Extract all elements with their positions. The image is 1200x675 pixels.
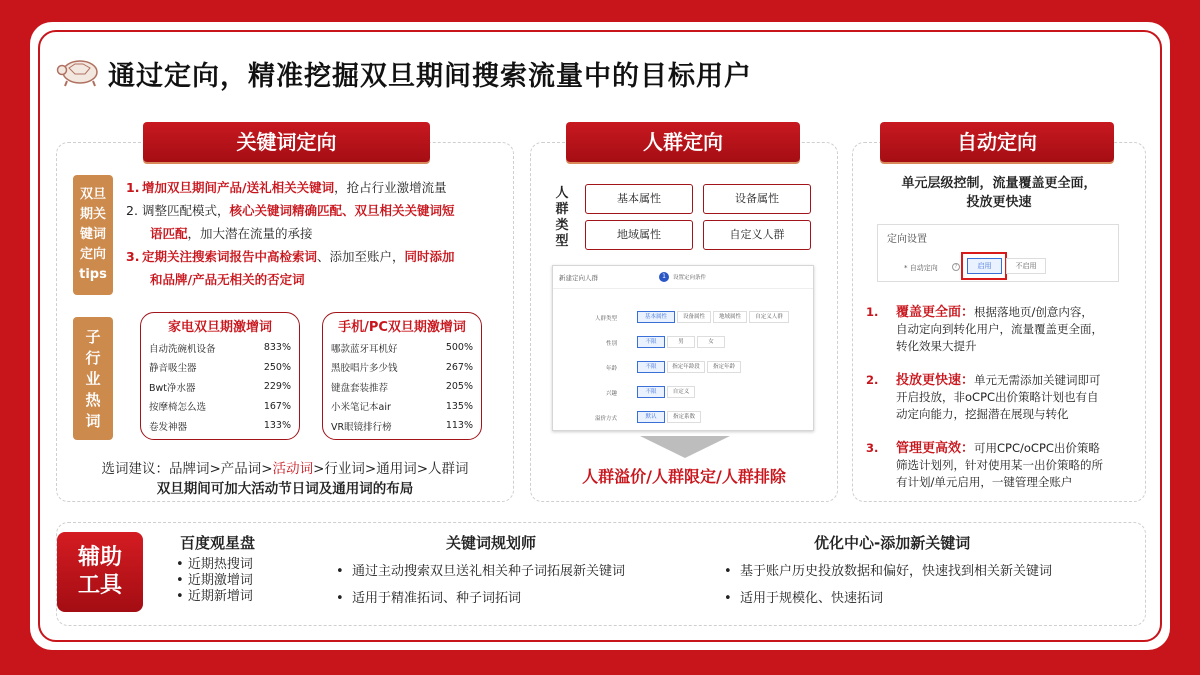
tips-label: 双旦 期关 键词 定向 tips — [73, 175, 113, 295]
table-row: 哪款蓝牙耳机好 500% — [331, 342, 473, 355]
option-chip[interactable]: 不限 — [637, 386, 665, 398]
option-chip[interactable]: 指定年龄 — [707, 361, 741, 373]
help-icon: ? — [952, 263, 960, 271]
table-row: 小米笔记本air 135% — [331, 400, 473, 414]
mockup-title: 新建定向人群 — [559, 274, 598, 282]
table-row: 卷发神器 133% — [149, 420, 291, 433]
option-chip[interactable]: 指定年龄段 — [667, 361, 705, 373]
option-chip[interactable]: 指定系数 — [667, 411, 701, 423]
option-chip[interactable]: 不限 — [637, 361, 665, 373]
keyword-header: 关键词定向 — [143, 122, 430, 162]
hot-words-appliance — [140, 312, 300, 440]
disable-button[interactable]: 不启用 — [1006, 258, 1046, 274]
tools-label: 辅助 工具 — [57, 532, 143, 612]
step-indicator: 1 — [659, 272, 669, 282]
table-row: 自动洗碗机设备 833% — [149, 342, 291, 355]
tool-keyword-planner: 关键词规划师 • 通过主动搜索双旦送礼相关种子词拓展新关键词 • 适用于精准拓词、种子词拓词 — [336, 534, 625, 606]
crowd-type-label: 人 群 类 型 — [555, 186, 569, 249]
attr-custom: 自定义人群 — [703, 220, 811, 250]
option-chip[interactable]: 设备属性 — [677, 311, 711, 323]
table-row: VR眼镜排行榜 113% — [331, 420, 473, 433]
auto-setting-box: 定向设置 * 自动定向 ? 启用 不启用 — [877, 224, 1119, 282]
sub-industry-label: 子 行 业 热 词 — [73, 317, 113, 440]
option-chip[interactable]: 男 — [667, 336, 695, 348]
auto-benefit-1: 1. 覆盖更全面：根据落地页/创意内容， 自动定向到转化用户，流量覆盖更全面， 转化效果大提升 — [866, 305, 1103, 353]
option-chip[interactable]: 自定义 — [667, 386, 695, 398]
option-chip[interactable]: 女 — [697, 336, 725, 348]
tool-guanxingpan: 百度观星盘 • 近期热搜词 • 近期激增词 • 近期新增词 — [176, 534, 256, 604]
auto-subtitle: 单元层级控制，流量覆盖更全面， 投放更快速 — [901, 176, 1097, 210]
attr-region: 地域属性 — [585, 220, 693, 250]
hot-words-title: 手机/PC双旦期激增词 — [338, 320, 466, 335]
enable-button[interactable]: 启用 — [967, 258, 1002, 274]
auto-header: 自动定向 — [880, 122, 1114, 162]
table-row: 黑胶唱片多少钱 267% — [331, 361, 473, 375]
auto-benefit-2: 2. 投放更快速：单元无需添加关键词即可 开启投放，非oCPC出价策略计划也有自 动定向能力，挖掘潜在展现与转化 — [866, 373, 1101, 421]
attr-basic: 基本属性 — [585, 184, 693, 214]
table-row: 静音吸尘器 250% — [149, 361, 291, 375]
hot-words-title: 家电双旦期激增词 — [167, 320, 272, 335]
option-chip[interactable]: 地域属性 — [713, 311, 747, 323]
keyword-tips: 1. 增加双旦期间产品/送礼相关关键词，抢占行业激增流量 2. 调整匹配模式，核心关键词精确匹配、双旦相关关键词短 语匹配，加大潜在流量的承接 3. 定期关注搜索词报告中高检索词、添加至账户，同时添加 和品牌/产品无相关的否定词 — [126, 180, 455, 287]
crowd-header: 人群定向 — [566, 122, 800, 162]
table-row: Bwt净水器 229% — [149, 381, 291, 394]
option-chip[interactable]: 默认 — [637, 411, 665, 423]
down-arrow-icon — [640, 436, 730, 460]
page-title: 通过定向，精准挖掘双旦期间搜索流量中的目标用户 — [108, 61, 752, 92]
option-chip[interactable]: 基本属性 — [637, 311, 675, 323]
table-row: 按摩椅怎么选 167% — [149, 400, 291, 414]
table-row: 键盘套装推荐 205% — [331, 381, 473, 394]
option-chip[interactable]: 自定义人群 — [749, 311, 789, 323]
crowd-form-mockup: 新建定向人群 1 设置定向条件 人群类型 基本属性 设备属性 地域属性 自定义人群 性别 不限 男 女 年龄 不限 指定年龄段 指定年龄 兴趣 不限 自定义 溢价方式 默认 指定系数 — [552, 265, 814, 431]
hot-words-phone-pc — [322, 312, 482, 440]
option-chip[interactable]: 不限 — [637, 336, 665, 348]
keyword-advice: 选词建议：品牌词>产品词>活动词>行业词>通用词>人群词 双旦期间可加大活动节日词及通用词的布局 — [101, 461, 469, 497]
attr-device: 设备属性 — [703, 184, 811, 214]
crowd-footer: 人群溢价/人群限定/人群排除 — [582, 467, 786, 486]
tool-optimization-center: 优化中心-添加新关键词 • 基于账户历史投放数据和偏好，快速找到相关新关键词 • 适用于规模化、快速拓词 — [724, 534, 1052, 606]
auto-benefit-3: 3. 管理更高效：可用CPC/oCPC出价策略 筛选计划列，针对使用某一出价策略的所 有计划/单元启用，一键管理全账户 — [866, 441, 1103, 489]
turtle-logo-icon — [55, 50, 103, 90]
